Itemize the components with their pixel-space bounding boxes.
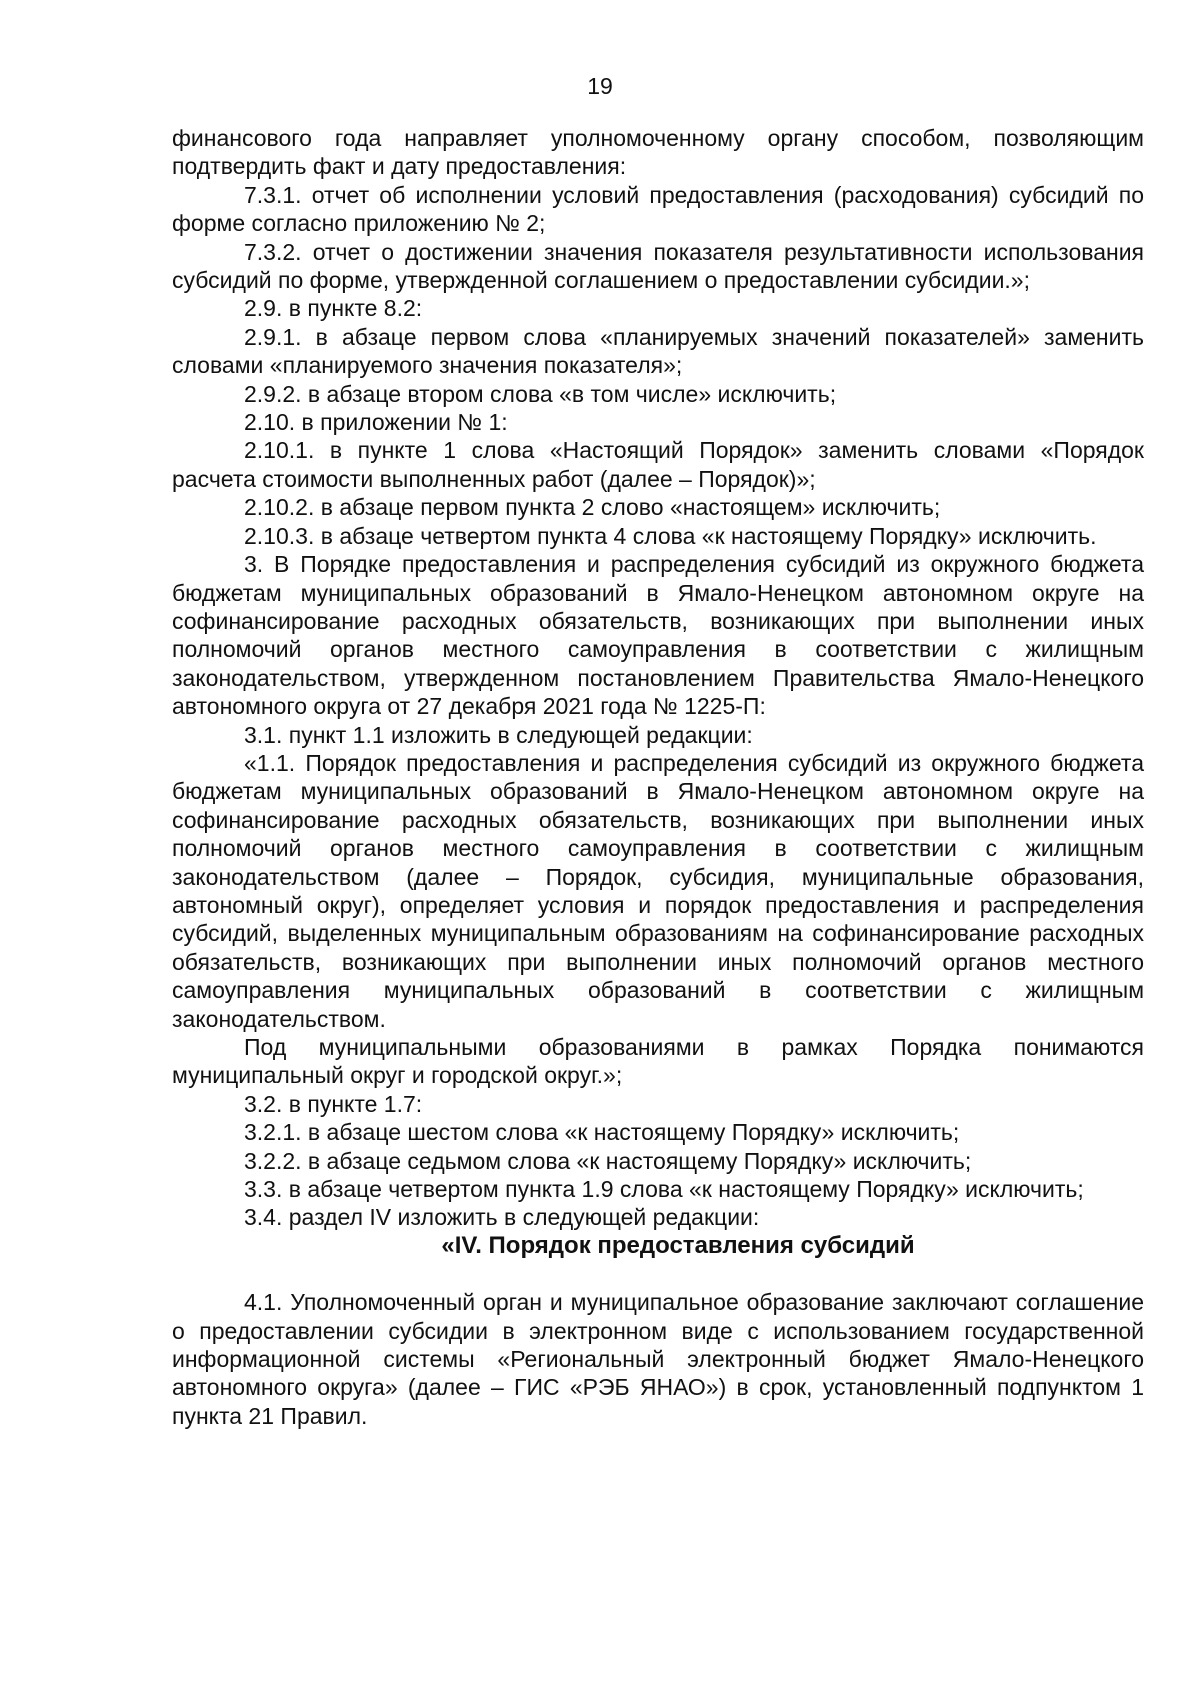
paragraph-3-2-1: 3.2.1. в абзаце шестом слова «к настоящему Порядку» исключить;: [244, 1119, 960, 1146]
paragraph-3: 3. В Порядке предоставления и распределения субсидий из окружного бюджета бюджетам муниципальных образований в Ямало-Ненецком автономном округе на софинансирование расходных обязательств, возникающих при выполнении иных полномочий органов местного самоуправления в соответствии с жилищным законодательством, утвержденном постановлением Правительства Ямало-Ненецкого автономного округа от 27 декабря 2021 года № 1225-П:: [172, 551, 1144, 720]
paragraph-2-10: 2.10. в приложении № 1:: [244, 409, 508, 436]
paragraph-4-1: 4.1. Уполномоченный орган и муниципальное образование заключают соглашение о предоставлении субсидии в электронном виде с использованием государственной информационной системы «Региональный электронный бюджет Ямало-Ненецкого автономного округа» (далее – ГИС «РЭБ ЯНАО») в срок, установленный подпунктом 1 пункта 21 Правил.: [172, 1289, 1144, 1429]
paragraph-3-2-2: 3.2.2. в абзаце седьмом слова «к настоящему Порядку» исключить;: [244, 1147, 972, 1174]
paragraph-2-10-2: 2.10.2. в абзаце первом пункта 2 слово «настоящем» исключить;: [244, 494, 941, 521]
paragraph-2-10-1: 2.10.1. в пункте 1 слова «Настоящий Порядок» заменить словами «Порядок расчета стоимости выполненных работ (далее – Порядок)»;: [172, 437, 1144, 492]
paragraph-2-9-1: 2.9.1. в абзаце первом слова «планируемых значений показателей» заменить словами «планируемого значения показателя»;: [172, 323, 1144, 379]
heading-spacer: [172, 1260, 1144, 1288]
paragraph-7-3-2: 7.3.2. отчет о достижении значения показателя результативности использования субсидий по форме, утвержденной соглашением о предоставлении субсидии.»;: [172, 238, 1144, 294]
paragraph-2-9-2: 2.9.2. в абзаце втором слова «в том числе» исключить;: [244, 380, 837, 407]
section-heading: «IV. Порядок предоставления субсидий: [441, 1231, 915, 1259]
paragraph-2-10-3: 2.10.3. в абзаце четвертом пункта 4 слова «к настоящему Порядку» исключить.: [244, 522, 1097, 549]
page-number: 19: [587, 73, 613, 99]
paragraph-7-3-1: 7.3.1. отчет об исполнении условий предоставления (расходования) субсидий по форме согласно приложению № 2;: [172, 181, 1144, 237]
paragraph-3-2: 3.2. в пункте 1.7:: [244, 1090, 423, 1117]
document-body: [172, 124, 1144, 1430]
paragraph-3-3: 3.3. в абзаце четвертом пункта 1.9 слова «к настоящему Порядку» исключить;: [244, 1176, 1084, 1203]
paragraph-3-4: 3.4. раздел IV изложить в следующей редакции:: [244, 1204, 760, 1231]
paragraph-continuation: финансового года направляет уполномоченному органу способом, позволяющим подтвердить факт и дату предоставления:: [172, 125, 1144, 180]
paragraph-3-1: 3.1. пункт 1.1 изложить в следующей редакции:: [244, 721, 753, 748]
paragraph-municipal-definition: Под муниципальными образованиями в рамках Порядка понимаются муниципальный округ и городской округ.»;: [172, 1034, 1144, 1089]
paragraph-1-1-quote: «1.1. Порядок предоставления и распределения субсидий из окружного бюджета бюджетам муниципальных образований в Ямало-Ненецком автономном округе на софинансирование расходных обязательств, возникающих при выполнении иных полномочий органов местного самоуправления в соответствии с жилищным законодательством (далее – Порядок, субсидия, муниципальные образования, автономный округ), определяет условия и порядок предоставления и распределения субсидий, выделенных муниципальным образованиям на софинансирование расходных обязательств, возникающих при выполнении иных полномочий органов местного самоуправления муниципальных образований в соответствии с жилищным законодательством.: [172, 749, 1144, 1032]
paragraph-2-9: 2.9. в пункте 8.2:: [244, 295, 423, 322]
